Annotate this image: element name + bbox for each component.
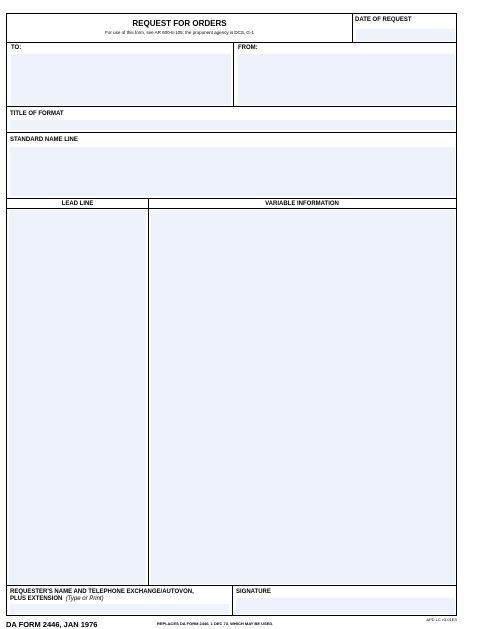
to-from-divider xyxy=(233,42,234,106)
requester-label-line2: PLUS EXTENSION (Type or Print) xyxy=(10,596,104,602)
from-field[interactable] xyxy=(238,54,455,105)
requester-label-hint: (Type or Print) xyxy=(65,596,104,602)
title-of-format-field[interactable] xyxy=(10,120,455,130)
signature-label: SIGNATURE xyxy=(236,589,271,595)
standard-name-line-field[interactable] xyxy=(10,147,455,196)
date-of-request-label: DATE OF REQUEST xyxy=(355,17,412,23)
replaces-note: REPLACES DA FORM 2446, 1 DEC 73, WHICH MAY BE USED. xyxy=(157,621,274,626)
form-subtitle: For use of this form, see AR 600-8-105; the proponent agency is DCS, G-1 xyxy=(105,30,254,35)
divider-to-from xyxy=(7,106,456,107)
date-of-request-field[interactable] xyxy=(356,29,455,41)
to-field[interactable] xyxy=(11,54,231,105)
divider-title-of-format xyxy=(7,132,456,133)
lead-line-header: LEAD LINE xyxy=(61,201,94,207)
request-for-orders-form xyxy=(6,13,457,616)
to-label: TO: xyxy=(11,45,22,51)
signature-field[interactable] xyxy=(236,598,455,614)
from-label: FROM: xyxy=(238,45,258,51)
divider-header xyxy=(7,42,456,43)
lead-line-field[interactable] xyxy=(9,210,146,584)
version-label: APD LC v3.01ES xyxy=(426,617,457,622)
form-title: REQUEST FOR ORDERS xyxy=(132,19,227,28)
form-number: DA FORM 2446, JAN 1976 xyxy=(6,620,98,629)
divider-standard-name xyxy=(7,198,456,199)
requester-field[interactable] xyxy=(10,604,229,614)
divider-column-headers xyxy=(7,208,456,209)
title-of-format-label: TITLE OF FORMAT xyxy=(10,111,64,117)
requester-label-line1: REQUESTER'S NAME AND TELEPHONE EXCHANGE/AUTOVON, xyxy=(10,589,194,595)
standard-name-line-label: STANDARD NAME LINE xyxy=(10,137,78,143)
requester-signature-divider xyxy=(232,585,233,616)
lead-variable-divider xyxy=(148,198,149,585)
header-divider xyxy=(352,14,353,42)
variable-information-field[interactable] xyxy=(151,210,455,584)
variable-information-header: VARIABLE INFORMATION xyxy=(265,201,339,207)
